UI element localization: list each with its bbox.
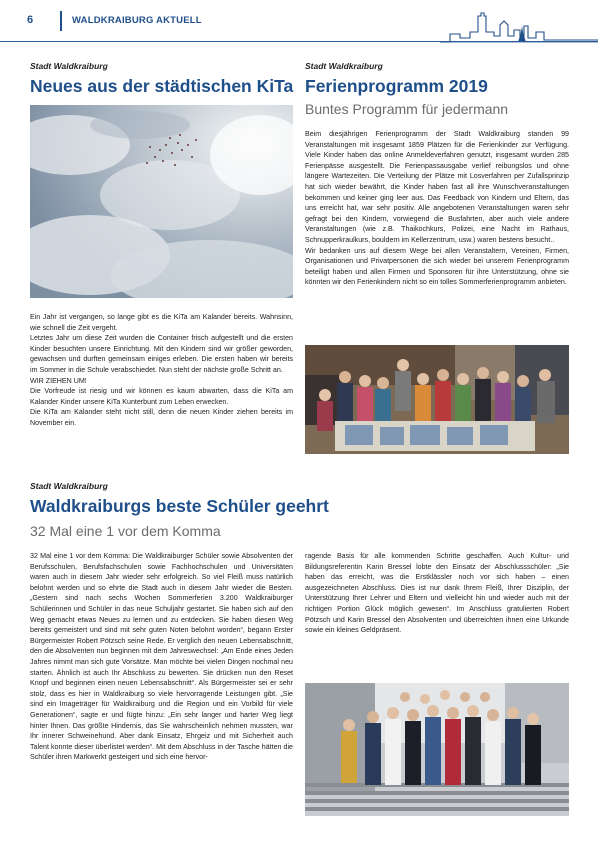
kita-paragraph: Die KiTa am Kalander steht nicht still, denn die neuen Kinder ziehen bereits im November ein. [30, 408, 293, 427]
kita-paragraph: Die Vorfreude ist riesig und wir können es kaum abwarten, dass die KiTa am Kalander Kinder unsere KiTa Kunterbunt zum Leben erwecken. [30, 387, 293, 406]
tree-icon [518, 26, 526, 42]
schueler-kicker: Stadt Waldkraiburg [30, 481, 108, 491]
kita-paragraph: WIR ZIEHEN UM! [30, 376, 87, 385]
ferien-paragraph: Wir bedanken uns auf diesem Wege bei allen Veranstaltern, Vereinen, Firmen, Organisationen und Privatpersonen die sich wieder bei unserem Ferienprogramm beteiligt haben und allen Firmen und Sponsoren für ihre Unterstützung, ohne sie könnten wir den Ferienkindern nicht so ein tolles Sommerferienprogramm anbieten. [305, 246, 569, 287]
page-number: 6 [27, 14, 34, 26]
ferien-kicker: Stadt Waldkraiburg [305, 61, 383, 71]
kita-headline: Neues aus der städtischen KiTa [30, 76, 294, 96]
ferien-headline: Ferienprogramm 2019 [305, 76, 488, 96]
header-rule [0, 41, 598, 42]
schueler-subtitle: 32 Mal eine 1 vor dem Komma [30, 523, 221, 539]
kita-paragraph: Ein Jahr ist vergangen, so lange gibt es die KiTa am Kalander bereits. Wahnsinn, wie schnell die Zeit vergeht. [30, 313, 293, 332]
sky-balloons-photo [30, 105, 293, 298]
schueler-body-col2 [305, 551, 569, 636]
ferien-subtitle: Buntes Programm für jedermann [305, 101, 509, 117]
schueler-paragraph: ragende Basis für alle kommenden Schritte geschaffen. Auch Kultur- und Bildungsreferentin Karin Bressel lobte den Einsatz der Abschlussschüler: „Sie haben das erreicht, was die Erstklässler noch vor sich haben – einen ausgezeichneten Abschluss. Dies ist nur dank Ihrem Fleiß, Ihrer Disziplin, der Unterstützung Ihrer Lehrer und Eltern und vielleicht hin und wieder auch mit der richtigen Portion Glück möglich gewesen“. Im Anschluss gratulierten Robert Pötzsch und Karin Bressel den Absolventen und überreichten ihnen eine Urkunde sowie ein kleines Geldpräsent. [305, 552, 569, 635]
kita-paragraph: Letztes Jahr um diese Zeit wurden die Container frisch aufgestellt und die ersten Kinder besuchten unsere Einrichtung. Mit den Kindern sind wir größer geworden, gewachsen und durften gemeinsam einiges erleben. Die ersten haben wir bereits im Sommer in die Schule verabschiedet. Nun steht der nächste große Schritt an. [30, 334, 293, 374]
schueler-body-col1 [30, 551, 293, 763]
town-skyline-icon [440, 12, 598, 43]
kita-body [30, 312, 293, 429]
graduates-group-photo [305, 683, 569, 816]
schueler-paragraph: 32 Mal eine 1 vor dem Komma: Die Waldkraiburger Schüler sowie Absolventen der Berufsschulen, Berufsfachschulen sowie Fachhochschulen und Universitäten waren auch in diesem Jahr wieder sehr erfolgreich. So viel Fleiß muss natürlich belohnt werden und so ehrte die Stadt auch in diesem Jahr wieder die Besten. „Gestern sind nach sechs Wochen Sommerferien 3.200 Waldkraiburger Schülerinnen und Schüler in das neue Schuljahr gestartet. Sie haben sich auf den Weg gemacht etwas Neues zu lernen und zu entdecken. Sie haben diesen Weg bereits gemeistert und sind mit sehr guten Noten belohnt worden“, begann Erster Bürgermeister Robert Pötzsch seine Rede. Er verglich den neuen Lebensabschnitt, den die Absolventen nun beginnen mit dem Jahreswechsel: „Am Ende eines Jeden Jahres nimmt man sich gute Vorsätze. Man möchte bei vielen Dingen nochmal neu starten. Ähnlich ist auch Ihr Abschluss zu bewerten. Sie drücken nun den Reset Knopf und beginnen einen neuen Lebensabschnitt“. Als Bürgermeister sei er sehr stolz, dass es hier in Waldkraiburg so viele hervorragende Leistungen gibt. „Sie sind ein Imageträger für Waldkraiburg und die Region und ein Vorbild für viele Generationen“, sagte er und fügte hinzu: „Ein sehr langer und harter Weg liegt hinter Ihnen. Das größte Hindernis, das Sie wahrscheinlich nehmen mussten, war Ihr innerer Schweinehund. Aber dank Einsatz, Ehrgeiz und mit Sicherheit auch Talent konnte dieser überlistet werden“. Mit dem Abschluss in der Tasche hätten die Schüler ihren Markwerkt gesteigert und sich eine hervor- [30, 552, 293, 762]
schueler-headline: Waldkraiburgs beste Schüler geehrt [30, 496, 329, 516]
kita-kicker: Stadt Waldkraiburg [30, 61, 108, 71]
header-divider [60, 11, 62, 31]
ferien-body [305, 129, 569, 288]
children-group-photo [305, 345, 569, 454]
ferien-paragraph: Beim diesjährigen Ferienprogramm der Stadt Waldkraiburg standen 99 Veranstaltungen mit insgesamt 1859 Plätzen für die Ferienkinder zur Verfügung. Viele Kinder haben das online Anmeldeverfahren genutzt, insgesamt wurden 285 Ferienpässe ausgestellt. Die Ferienpassausgabe verlief reibungslos und ohne längere Wartezeiten. Die Verteilung der Plätze mit Losverfahren per Zufallsprinzip hat sich wieder bewährt, die Kinder haben fast all ihre Wunschveranstaltungen bekommen und keiner ging leer aus. Das Feedback von Kindern und Eltern, das uns erreicht hat, war sehr positiv. Alle angebotenen Veranstaltungen waren sehr gefragt bei den Kindern, vorwiegend die Busfahrten, aber auch viele andere Veranstaltungen (wie z.B. Thaikochkurs, Polizei, eine Nacht im Rathaus, Schnupperkraulkurs, bouldern im Kellerzentrum, usw.) waren bestens besucht.. [305, 130, 569, 244]
section-title: WALDKRAIBURG AKTUELL [72, 15, 202, 26]
